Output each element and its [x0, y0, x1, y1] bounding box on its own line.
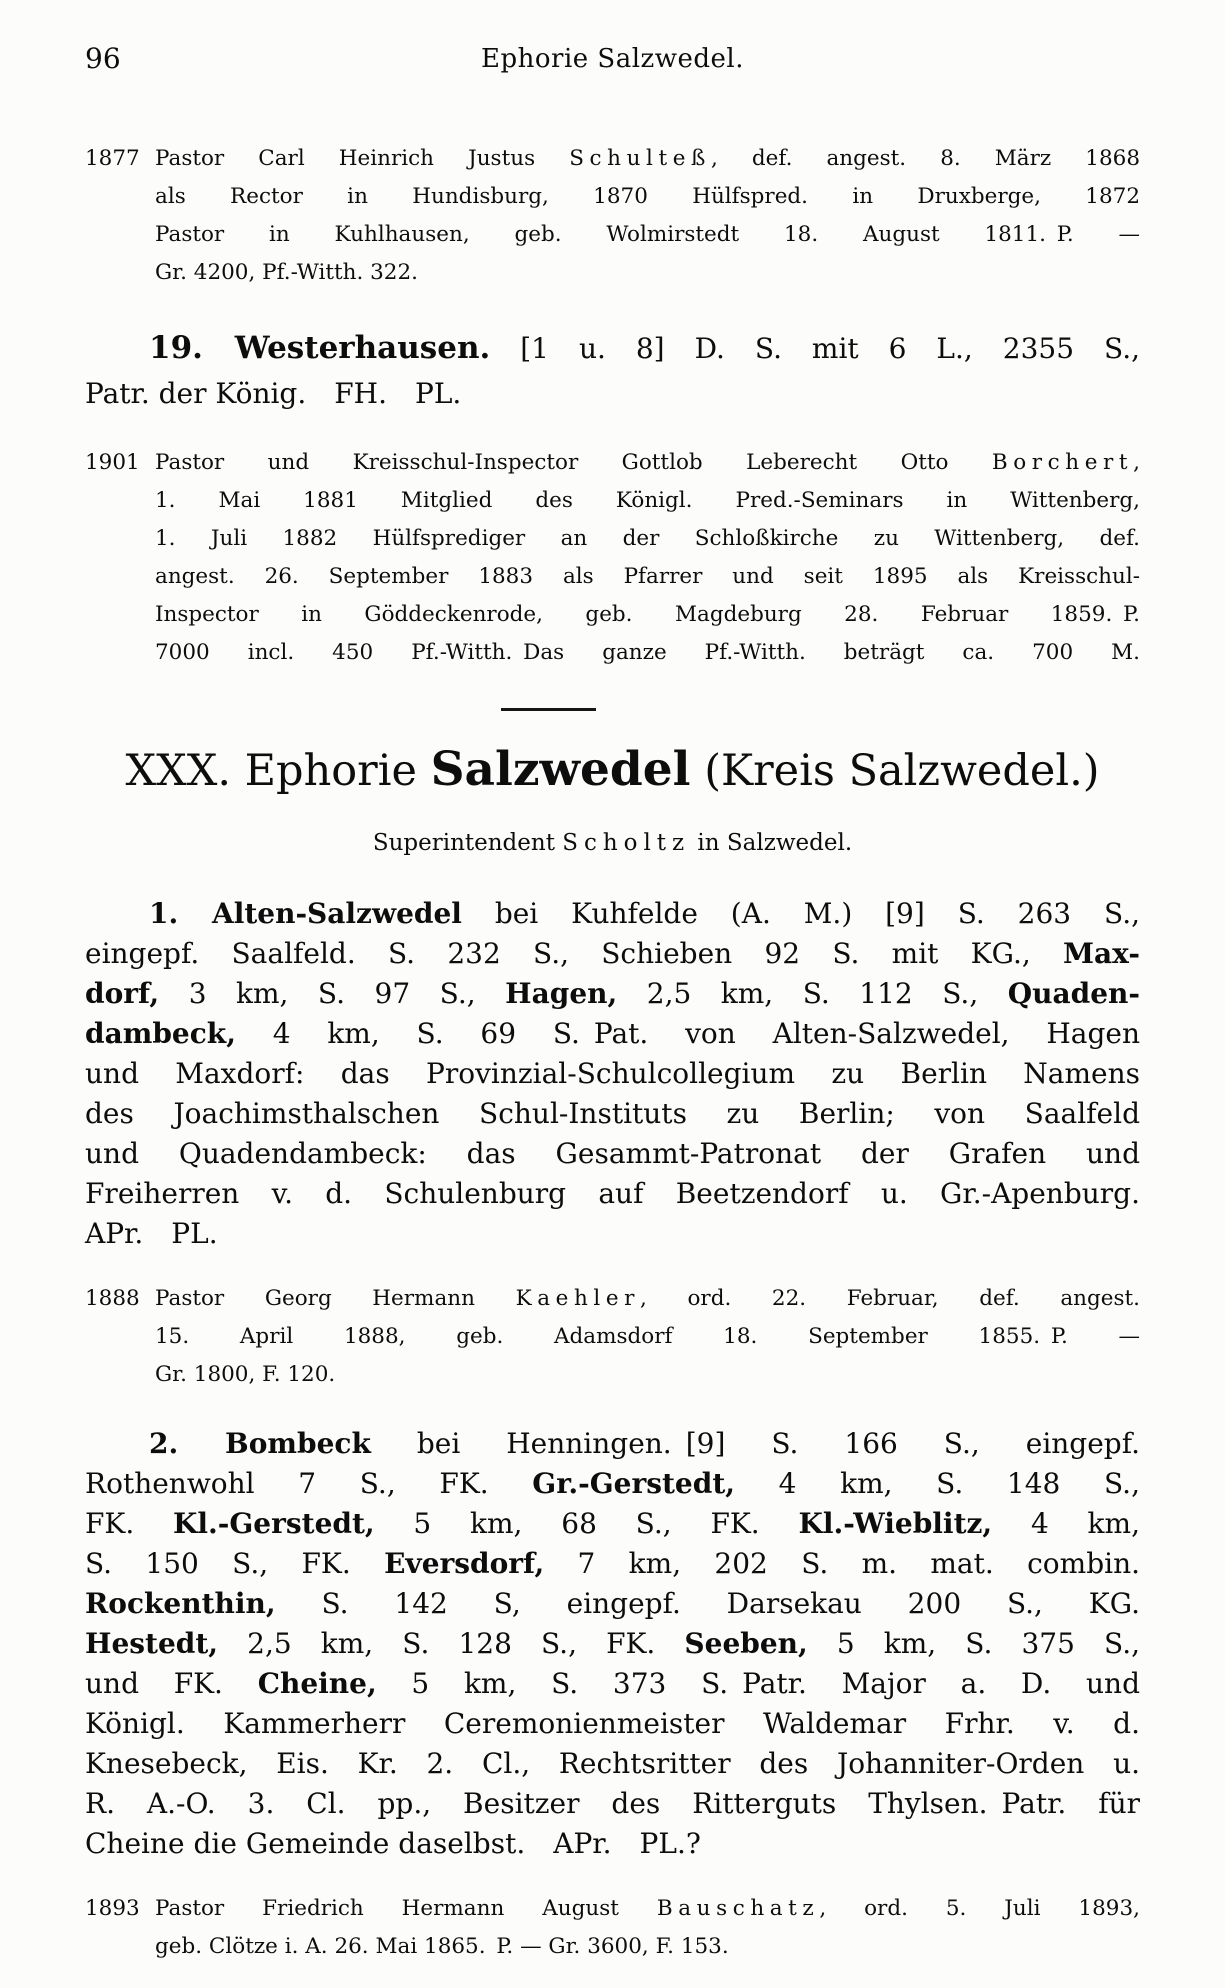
entry-year: 1877: [85, 146, 140, 171]
text-run: Pastor Carl Heinrich Justus: [155, 146, 570, 171]
text-line: [155, 520, 1140, 558]
text-run: 2,5 km, S. 128 S., FK.: [218, 1627, 685, 1660]
parish-heading-westerhausen: [85, 326, 1140, 416]
text-run: XXX. Ephorie: [125, 746, 431, 796]
text-run: ,: [1133, 450, 1140, 475]
bold-name: dorf,: [85, 977, 160, 1010]
text-line: [155, 254, 1140, 292]
text-run: Gr. 1800, F. 120.: [155, 1362, 336, 1387]
text-line: [85, 1624, 1140, 1664]
text-line: [85, 1214, 1140, 1254]
text-line: [155, 634, 1140, 672]
pastor-entry-1877: [85, 140, 1140, 292]
text-run: Pastor und Kreisschul-Inspector Gottlob Leberecht Otto: [155, 450, 992, 475]
text-run: 2,5 km, S. 112 S.,: [617, 977, 1008, 1010]
text-run: 5 km, 68 S., FK.: [374, 1507, 799, 1540]
text-line: [85, 1134, 1140, 1174]
bold-name: Hagen,: [505, 977, 618, 1010]
bold-name: Kl.-Wieblitz,: [798, 1507, 993, 1540]
text-line: [85, 371, 1140, 416]
pastor-entry-1901: [85, 444, 1140, 672]
text-run: Pastor Friedrich Hermann August: [155, 1896, 657, 1921]
spaced-surname: Kaehler: [515, 1286, 641, 1311]
bold-name: dambeck,: [85, 1017, 236, 1050]
text-line: [85, 1424, 1140, 1464]
text-run: des Joachimsthalschen Schul-Instituts zu Berlin; von Saalfeld: [85, 1097, 1140, 1130]
text-run: Knesebeck, Eis. Kr. 2. Cl., Rechtsritter des Johanniter-Orden u.: [85, 1747, 1140, 1780]
text-line: [85, 1664, 1140, 1704]
bold-name: Kl.-Gerstedt,: [173, 1507, 375, 1540]
text-line: [85, 974, 1140, 1014]
text-line: [155, 1318, 1140, 1356]
text-line: [85, 1824, 1140, 1864]
section-title-salzwedel: [85, 739, 1140, 802]
spaced-surname: Scholtz: [562, 830, 691, 856]
page-header: [85, 42, 1140, 86]
text-line: [155, 178, 1140, 216]
text-run: Cheine die Gemeinde daselbst. APr. PL.?: [85, 1827, 701, 1860]
text-run: als Rector in Hundisburg, 1870 Hülfspred. in Druxberge, 1872: [155, 184, 1140, 209]
text-line: [155, 1280, 1140, 1318]
text-run: , ord. 22. Februar, def. angest.: [640, 1286, 1141, 1311]
text-line: [155, 1890, 1140, 1928]
text-run: Pastor Georg Hermann: [155, 1286, 516, 1311]
text-run: 1. Mai 1881 Mitglied des Königl. Pred.-Seminars in Wittenberg,: [155, 488, 1140, 513]
text-line: [155, 1356, 1140, 1394]
text-run: (Kreis Salzwedel.): [690, 746, 1100, 796]
text-run: Freiherren v. d. Schulenburg auf Beetzendorf u. Gr.-Apenburg.: [85, 1177, 1140, 1210]
spaced-surname: Schulteß: [569, 146, 711, 171]
text-run: und FK.: [85, 1667, 258, 1700]
text-run: und Quadendambeck: das Gesammt-Patronat der Grafen und: [85, 1137, 1140, 1170]
text-run: S. 150 S., FK.: [85, 1547, 385, 1580]
running-header: Ephorie Salzwedel.: [481, 44, 744, 74]
text-run: Rothenwohl 7 S., FK.: [85, 1467, 533, 1500]
text-run: Pastor in Kuhlhausen, geb. Wolmirstedt 18. August 1811. P. —: [155, 222, 1140, 247]
text-run: Patr. der König. FH. PL.: [85, 377, 462, 410]
entry-year: 1888: [85, 1286, 140, 1311]
pastor-entry-1893: [85, 1890, 1140, 1966]
entry-year: 1901: [85, 450, 140, 475]
bold-name: 2. Bombeck: [149, 1427, 371, 1460]
parish-paragraph-alten-salzwedel: [85, 894, 1140, 1254]
parish-paragraph-bombeck: [85, 1424, 1140, 1864]
spaced-surname: Borchert: [991, 450, 1134, 475]
text-line: [85, 1054, 1140, 1094]
bold-name: 19. Westerhausen.: [149, 330, 491, 366]
text-line: [85, 828, 1140, 858]
text-line: [85, 326, 1140, 371]
text-line: [85, 1014, 1140, 1054]
text-run: 4 km,: [992, 1507, 1140, 1540]
bold-name: Hestedt,: [85, 1627, 219, 1660]
pastor-entry-1888: [85, 1280, 1140, 1394]
text-run: Gr. 4200, Pf.-Witth. 322.: [155, 260, 418, 285]
text-line: [155, 1928, 1140, 1966]
text-line: [155, 482, 1140, 520]
entry-year: 1893: [85, 1896, 140, 1921]
text-run: bei Henningen. [9] S. 166 S., eingepf.: [370, 1427, 1140, 1460]
text-line: [85, 1094, 1140, 1134]
text-run: FK.: [85, 1507, 174, 1540]
text-run: R. A.-O. 3. Cl. pp., Besitzer des Ritterguts Thylsen. Patr. für: [85, 1787, 1140, 1820]
text-run: 3 km, S. 97 S.,: [159, 977, 506, 1010]
text-line: [85, 1464, 1140, 1504]
text-run: [1 u. 8] D. S. mit 6 L., 2355 S.,: [490, 332, 1140, 365]
bold-name: Salzwedel: [430, 742, 691, 797]
text-run: 7000 incl. 450 Pf.-Witth. Das ganze Pf.-Witth. beträgt ca. 700 M.: [155, 640, 1140, 665]
text-line: [85, 1744, 1140, 1784]
bold-name: Gr.-Gerstedt,: [532, 1467, 735, 1500]
text-run: in Salzwedel.: [690, 830, 853, 856]
text-run: 15. April 1888, geb. Adamsdorf 18. September 1855. P. —: [155, 1324, 1140, 1349]
text-run: angest. 26. September 1883 als Pfarrer und seit 1895 als Kreisschul-: [155, 564, 1140, 589]
text-run: 7 km, 202 S. m. mat. combin.: [544, 1547, 1141, 1580]
text-run: geb. Clötze i. A. 26. Mai 1865. P. — Gr. 3600, F. 153.: [155, 1934, 729, 1959]
bold-name: Quaden-: [1007, 977, 1140, 1010]
text-run: 1. Juli 1882 Hülfsprediger an der Schloßkirche zu Wittenberg, def.: [155, 526, 1140, 551]
text-line: [85, 1784, 1140, 1824]
text-run: Superintendent: [372, 830, 563, 856]
section-divider: [501, 708, 596, 711]
text-run: Königl. Kammerherr Ceremonienmeister Waldemar Frhr. v. d.: [85, 1707, 1140, 1740]
text-line: [85, 1504, 1140, 1544]
bold-name: Cheine,: [257, 1667, 377, 1700]
text-run: und Maxdorf: das Provinzial-Schulcollegium zu Berlin Namens: [85, 1057, 1140, 1090]
text-run: 5 km, S. 375 S.,: [807, 1627, 1140, 1660]
text-run: 5 km, S. 373 S. Patr. Major a. D. und: [376, 1667, 1140, 1700]
page-number: 96: [85, 42, 121, 75]
text-run: , def. angest. 8. März 1868: [710, 146, 1141, 171]
content: [85, 140, 1140, 1966]
text-line: [155, 444, 1140, 482]
text-line: [85, 1704, 1140, 1744]
text-run: 4 km, S. 69 S. Pat. von Alten-Salzwedel, Hagen: [235, 1017, 1140, 1050]
text-run: S. 142 S, eingepf. Darsekau 200 S., KG.: [275, 1587, 1140, 1620]
text-run: 4 km, S. 148 S.,: [735, 1467, 1140, 1500]
section-subtitle: [85, 828, 1140, 858]
text-line: [155, 558, 1140, 596]
bold-name: Eversdorf,: [384, 1547, 545, 1580]
text-line: [85, 1544, 1140, 1584]
text-line: [85, 1584, 1140, 1624]
text-run: , ord. 5. Juli 1893,: [819, 1896, 1140, 1921]
spaced-surname: Bauschatz: [656, 1896, 820, 1921]
bold-name: 1. Alten-Salzwedel: [149, 897, 462, 930]
text-line: [155, 216, 1140, 254]
text-run: APr. PL.: [85, 1217, 218, 1250]
bold-name: Max-: [1063, 937, 1140, 970]
text-run: Inspector in Göddeckenrode, geb. Magdeburg 28. Februar 1859. P.: [155, 602, 1140, 627]
text-line: [85, 739, 1140, 802]
text-line: [85, 934, 1140, 974]
text-line: [85, 1174, 1140, 1214]
text-line: [155, 140, 1140, 178]
text-run: bei Kuhfelde (A. M.) [9] S. 263 S.,: [461, 897, 1140, 930]
text-run: eingepf. Saalfeld. S. 232 S., Schieben 92 S. mit KG.,: [85, 937, 1064, 970]
text-line: [155, 596, 1140, 634]
text-line: [85, 894, 1140, 934]
bold-name: Seeben,: [684, 1627, 808, 1660]
bold-name: Rockenthin,: [85, 1587, 276, 1620]
